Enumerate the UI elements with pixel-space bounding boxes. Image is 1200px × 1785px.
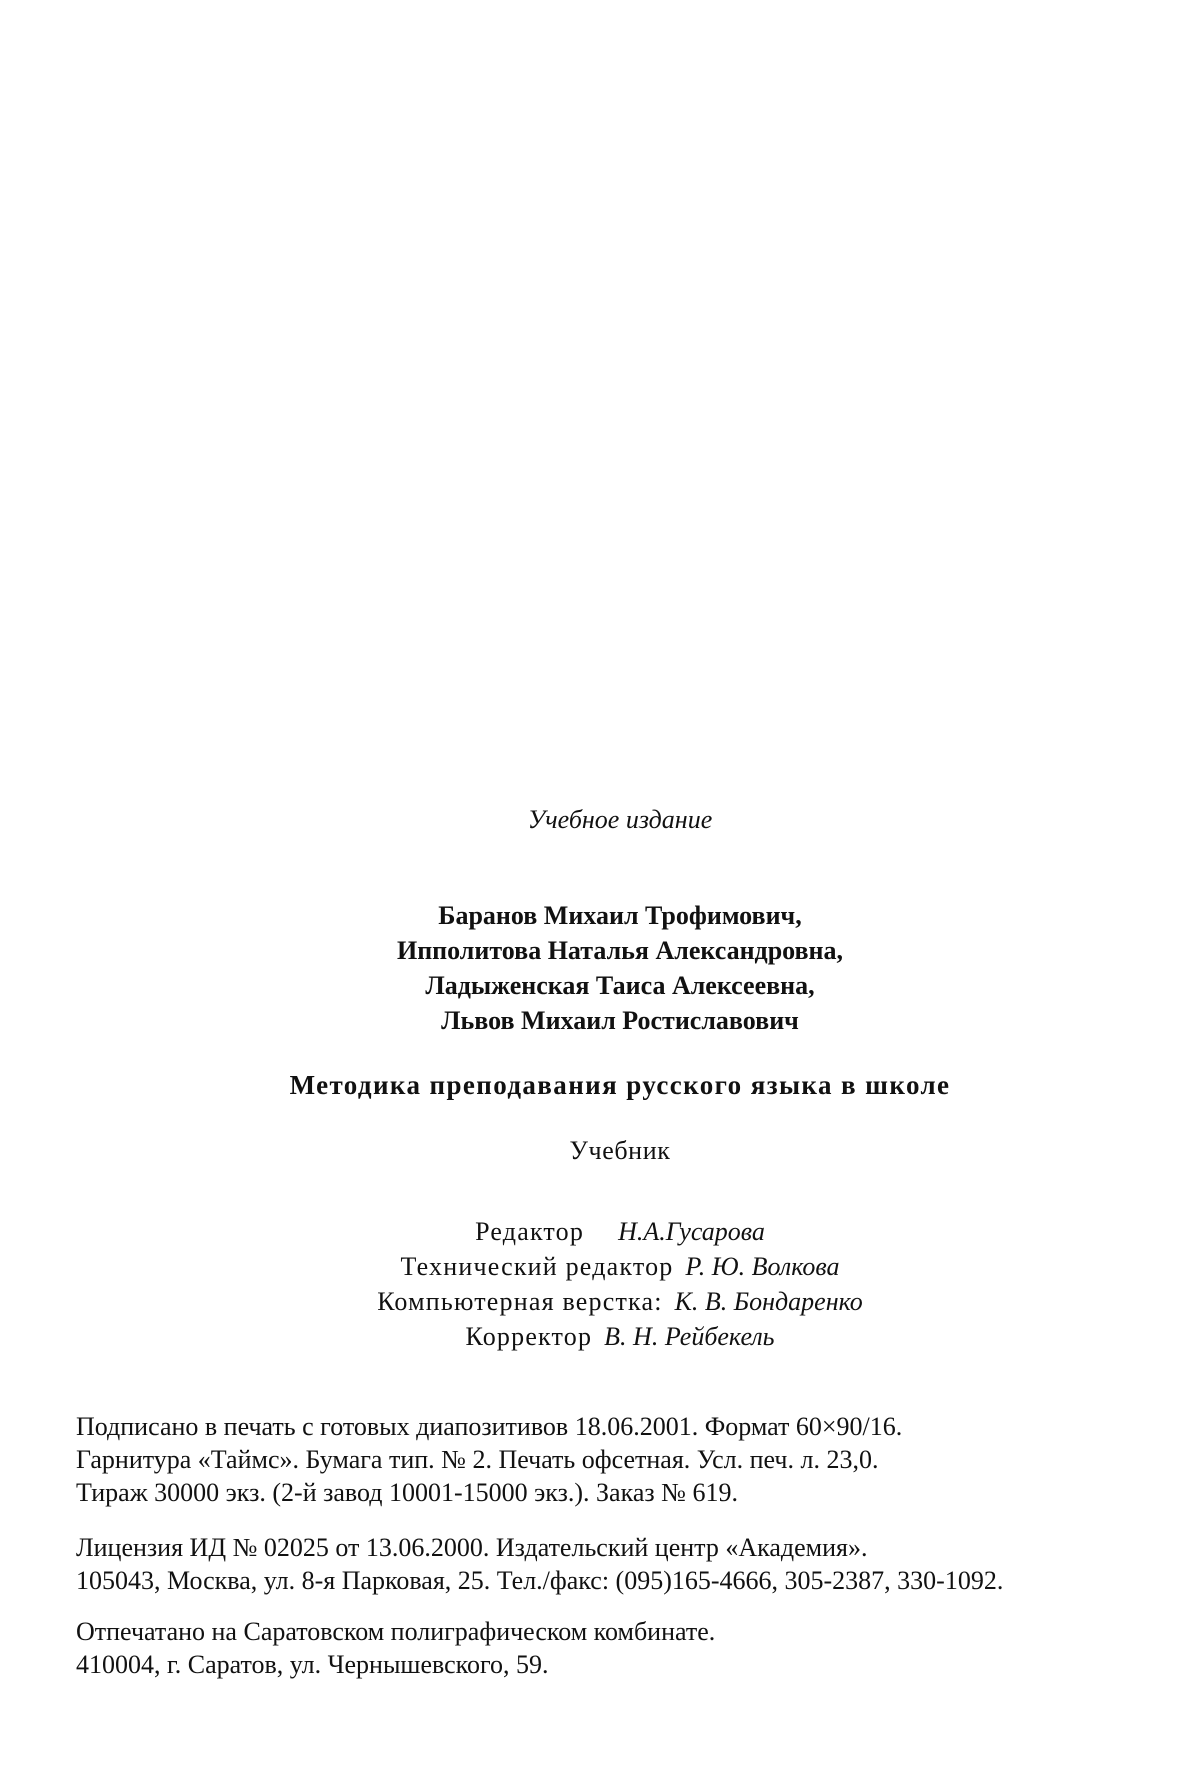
credit-line [0, 1249, 1200, 1284]
author-name: Ладыженская Таиса Алексеевна, [425, 971, 815, 1000]
credit-line [0, 1214, 1200, 1249]
print-info-line: Гарнитура «Таймс». Бумага тип. № 2. Печать офсетная. Усл. печ. л. 23,0. [76, 1445, 879, 1474]
credit-role: Редактор [475, 1217, 585, 1246]
credits-block [0, 1214, 1200, 1354]
author-name: Львов Михаил Ростиславович [441, 1006, 799, 1035]
book-title: Методика преподавания русского языка в школе [289, 1070, 951, 1100]
printer-info-line: Отпечатано на Саратовском полиграфическом комбинате. [76, 1617, 716, 1646]
license-info-block [76, 1531, 1176, 1597]
edition-type: Учебное издание [527, 805, 713, 834]
credit-role: Корректор [465, 1322, 593, 1351]
credit-name: Р. Ю. Волкова [685, 1252, 840, 1281]
book-kind: Учебник [569, 1136, 671, 1165]
print-info-line: Тираж 30000 экз. (2-й завод 10001-15000 экз.). Заказ № 619. [76, 1478, 738, 1507]
license-info-line: Лицензия ИД № 02025 от 13.06.2000. Издательский центр «Академия». [76, 1533, 868, 1562]
author-name: Ипполитова Наталья Александровна, [396, 936, 844, 965]
author-name: Баранов Михаил Трофимович, [438, 901, 802, 930]
credit-name: В. Н. Рейбекель [604, 1322, 775, 1351]
print-info-block [76, 1410, 1176, 1509]
credit-role: Технический редактор [400, 1252, 674, 1281]
print-info-line: Подписано в печать с готовых диапозитивов 18.06.2001. Формат 60×90/16. [76, 1412, 903, 1441]
credit-line [0, 1284, 1200, 1319]
license-info-line: 105043, Москва, ул. 8-я Парковая, 25. Тел./факс: (095)165-4666, 305-2387, 330-1092. [76, 1566, 1004, 1595]
credit-role: Компьютерная верстка: [377, 1287, 663, 1316]
printer-info-block [76, 1615, 1176, 1681]
printer-info-line: 410004, г. Саратов, ул. Чернышевского, 59. [76, 1650, 549, 1679]
credit-name: Н.А.Гусарова [618, 1217, 765, 1246]
credit-name: К. В. Бондаренко [674, 1287, 863, 1316]
authors-block [0, 898, 1200, 1038]
credit-line [0, 1319, 1200, 1354]
